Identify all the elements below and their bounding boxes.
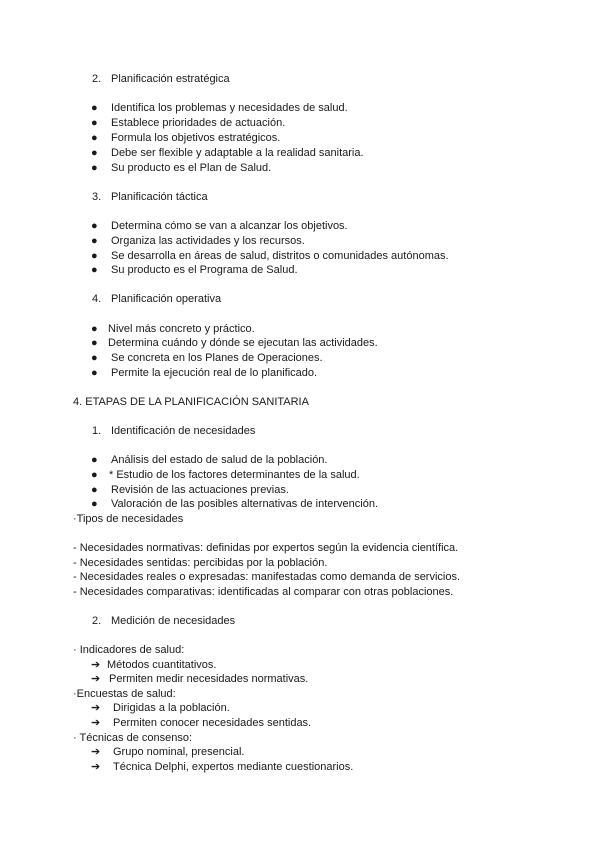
- list-item: Valoración de las posibles alternativas de intervención.: [111, 498, 379, 510]
- list-item: Debe ser flexible y adaptable a la realidad sanitaria.: [111, 147, 364, 159]
- bullet-icon: ●: [91, 264, 98, 276]
- arrow-icon: ➔: [91, 659, 101, 671]
- section-title: Planificación táctica: [111, 191, 208, 203]
- list-item: Determina cómo se van a alcanzar los objetivos.: [111, 220, 348, 232]
- list-item: Permiten conocer necesidades sentidas.: [113, 717, 312, 729]
- arrow-icon: ➔: [91, 673, 101, 685]
- list-item: - Necesidades sentidas: percibidas por la población.: [73, 557, 328, 569]
- list-item: Métodos cuantitativos.: [107, 659, 217, 671]
- list-item: Se concreta en los Planes de Operaciones.: [111, 352, 323, 364]
- arrow-icon: ➔: [91, 761, 101, 773]
- list-item: Técnica Delphi, expertos mediante cuestionarios.: [113, 761, 354, 773]
- list-item: - Necesidades comparativas: identificadas al comparar con otras poblaciones.: [73, 586, 454, 598]
- section-title: Planificación operativa: [111, 293, 222, 305]
- bullet-icon: ●: [91, 469, 98, 481]
- arrow-icon: ➔: [91, 746, 101, 758]
- section-number: 4.: [92, 293, 102, 305]
- bullet-icon: ●: [91, 220, 98, 232]
- bullet-icon: ●: [91, 367, 98, 379]
- list-item: Permiten medir necesidades normativas.: [109, 673, 309, 685]
- list-item: - Necesidades reales o expresadas: manifestadas como demanda de servicios.: [73, 571, 461, 583]
- subsection-title: ·Encuestas de salud:: [73, 688, 176, 700]
- list-item: Establece prioridades de actuación.: [111, 117, 286, 129]
- section-title: Medición de necesidades: [111, 615, 236, 627]
- section-number: 1.: [92, 425, 102, 437]
- bullet-icon: ●: [91, 498, 98, 510]
- list-item: Permite la ejecución real de lo planificado.: [111, 367, 318, 379]
- bullet-icon: ●: [91, 337, 98, 349]
- subsection-title: · Indicadores de salud:: [73, 644, 185, 656]
- subsection-title: · Técnicas de consenso:: [73, 732, 193, 744]
- bullet-icon: ●: [91, 484, 98, 496]
- bullet-icon: ●: [91, 102, 98, 114]
- list-item: Análisis del estado de salud de la población.: [111, 454, 328, 466]
- list-item: Organiza las actividades y los recursos.: [111, 235, 305, 247]
- subsection-title: ·Tipos de necesidades: [73, 513, 184, 525]
- section-title: Planificación estratégica: [111, 73, 230, 85]
- section-number: 3.: [92, 191, 102, 203]
- list-item: - Necesidades normativas: definidas por expertos según la evidencia científica.: [73, 542, 459, 554]
- section-number: 2.: [92, 73, 102, 85]
- list-item: Formula los objetivos estratégicos.: [111, 132, 281, 144]
- list-item: * Estudio de los factores determinantes de la salud.: [109, 469, 360, 481]
- list-item: Se desarrolla en áreas de salud, distritos o comunidades autónomas.: [111, 250, 449, 262]
- bullet-icon: ●: [91, 323, 98, 335]
- list-item: Su producto es el Plan de Salud.: [111, 162, 272, 174]
- list-item: Determina cuándo y dónde se ejecutan las actividades.: [108, 337, 378, 349]
- bullet-icon: ●: [91, 250, 98, 262]
- section-title: Identificación de necesidades: [111, 425, 256, 437]
- list-item: Nivel más concreto y práctico.: [108, 323, 255, 335]
- bullet-icon: ●: [91, 454, 98, 466]
- bullet-icon: ●: [91, 162, 98, 174]
- section-heading: 4. ETAPAS DE LA PLANIFICACIÓN SANITARIA: [73, 396, 309, 408]
- section-number: 2.: [92, 615, 102, 627]
- bullet-icon: ●: [91, 132, 98, 144]
- list-item: Grupo nominal, presencial.: [113, 746, 245, 758]
- list-item: Revisión de las actuaciones previas.: [111, 484, 289, 496]
- list-item: Su producto es el Programa de Salud.: [111, 264, 298, 276]
- arrow-icon: ➔: [91, 702, 101, 714]
- bullet-icon: ●: [91, 235, 98, 247]
- bullet-icon: ●: [91, 117, 98, 129]
- bullet-icon: ●: [91, 352, 98, 364]
- bullet-icon: ●: [91, 147, 98, 159]
- list-item: Dirigidas a la población.: [113, 702, 230, 714]
- list-item: Identifica los problemas y necesidades de salud.: [111, 102, 348, 114]
- arrow-icon: ➔: [91, 717, 101, 729]
